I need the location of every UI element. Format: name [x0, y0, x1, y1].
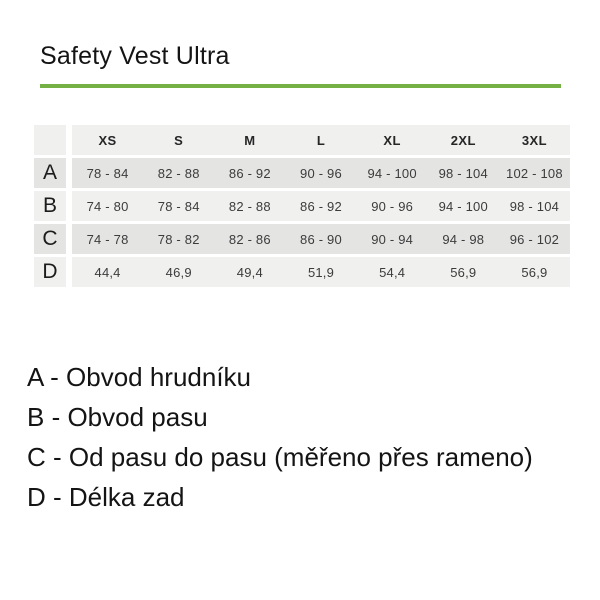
header-corner-cell — [34, 125, 66, 155]
size-value-cell: 98 - 104 — [509, 198, 560, 214]
size-value-cell: 82 - 88 — [228, 198, 271, 214]
column-header-2xl: 2XL — [450, 132, 476, 148]
column-header-m: M — [244, 132, 256, 148]
column-header-xs: XS — [98, 132, 117, 148]
legend-item-d: D - Délka zad — [27, 482, 185, 512]
row-label-a: A — [34, 158, 66, 188]
size-value-cell: 94 - 98 — [442, 231, 485, 247]
row-cells — [72, 257, 570, 287]
column-header-3xl: 3XL — [521, 132, 547, 148]
size-value-cell: 90 - 94 — [371, 231, 414, 247]
column-header-l: L — [316, 132, 326, 148]
size-value-cell: 54,4 — [379, 264, 406, 280]
size-value-cell: 86 - 92 — [300, 198, 342, 214]
size-value-cell: 86 - 92 — [228, 165, 271, 181]
size-value-cell: 94 - 100 — [367, 165, 417, 181]
row-cells — [72, 224, 570, 254]
header-cells — [72, 125, 570, 155]
page-title: Safety Vest Ultra — [40, 42, 230, 70]
size-value-cell: 44,4 — [94, 264, 121, 280]
size-value-cell: 56,9 — [450, 264, 477, 280]
table-row-d — [34, 257, 570, 287]
size-value-cell: 46,9 — [165, 264, 192, 280]
size-value-cell: 86 - 90 — [300, 231, 342, 247]
row-cells — [72, 191, 570, 221]
size-value-cell: 74 - 78 — [86, 231, 129, 247]
size-value-cell: 78 - 84 — [86, 165, 129, 181]
legend-item-a: A - Obvod hrudníku — [27, 362, 252, 392]
measurement-legend — [27, 357, 533, 517]
row-label-c: C — [34, 224, 66, 254]
size-value-cell: 78 - 84 — [157, 198, 200, 214]
size-value-cell: 102 - 108 — [506, 165, 563, 181]
size-value-cell: 56,9 — [521, 264, 548, 280]
size-value-cell: 90 - 96 — [371, 198, 414, 214]
column-header-xl: XL — [383, 132, 401, 148]
size-value-cell: 78 - 82 — [157, 231, 200, 247]
legend-item-b: B - Obvod pasu — [27, 402, 208, 432]
table-row-a — [34, 158, 570, 188]
size-value-cell: 94 - 100 — [438, 198, 488, 214]
table-row-b — [34, 191, 570, 221]
table-row-c — [34, 224, 570, 254]
column-header-s: S — [174, 132, 184, 148]
legend-item-c: C - Od pasu do pasu (měřeno přes rameno) — [27, 442, 533, 472]
row-cells — [72, 158, 570, 188]
row-label-b: B — [34, 191, 66, 221]
size-value-cell: 82 - 88 — [157, 165, 200, 181]
size-value-cell: 82 - 86 — [228, 231, 271, 247]
size-value-cell: 90 - 96 — [300, 165, 342, 181]
size-value-cell: 96 - 102 — [509, 231, 560, 247]
size-value-cell: 98 - 104 — [438, 165, 488, 181]
size-table — [34, 125, 570, 290]
row-label-d: D — [34, 257, 66, 287]
size-value-cell: 74 - 80 — [86, 198, 129, 214]
size-value-cell: 49,4 — [236, 264, 263, 280]
table-header-row — [34, 125, 570, 155]
accent-divider — [40, 84, 561, 88]
table-body — [34, 158, 570, 287]
size-value-cell: 51,9 — [307, 264, 335, 280]
